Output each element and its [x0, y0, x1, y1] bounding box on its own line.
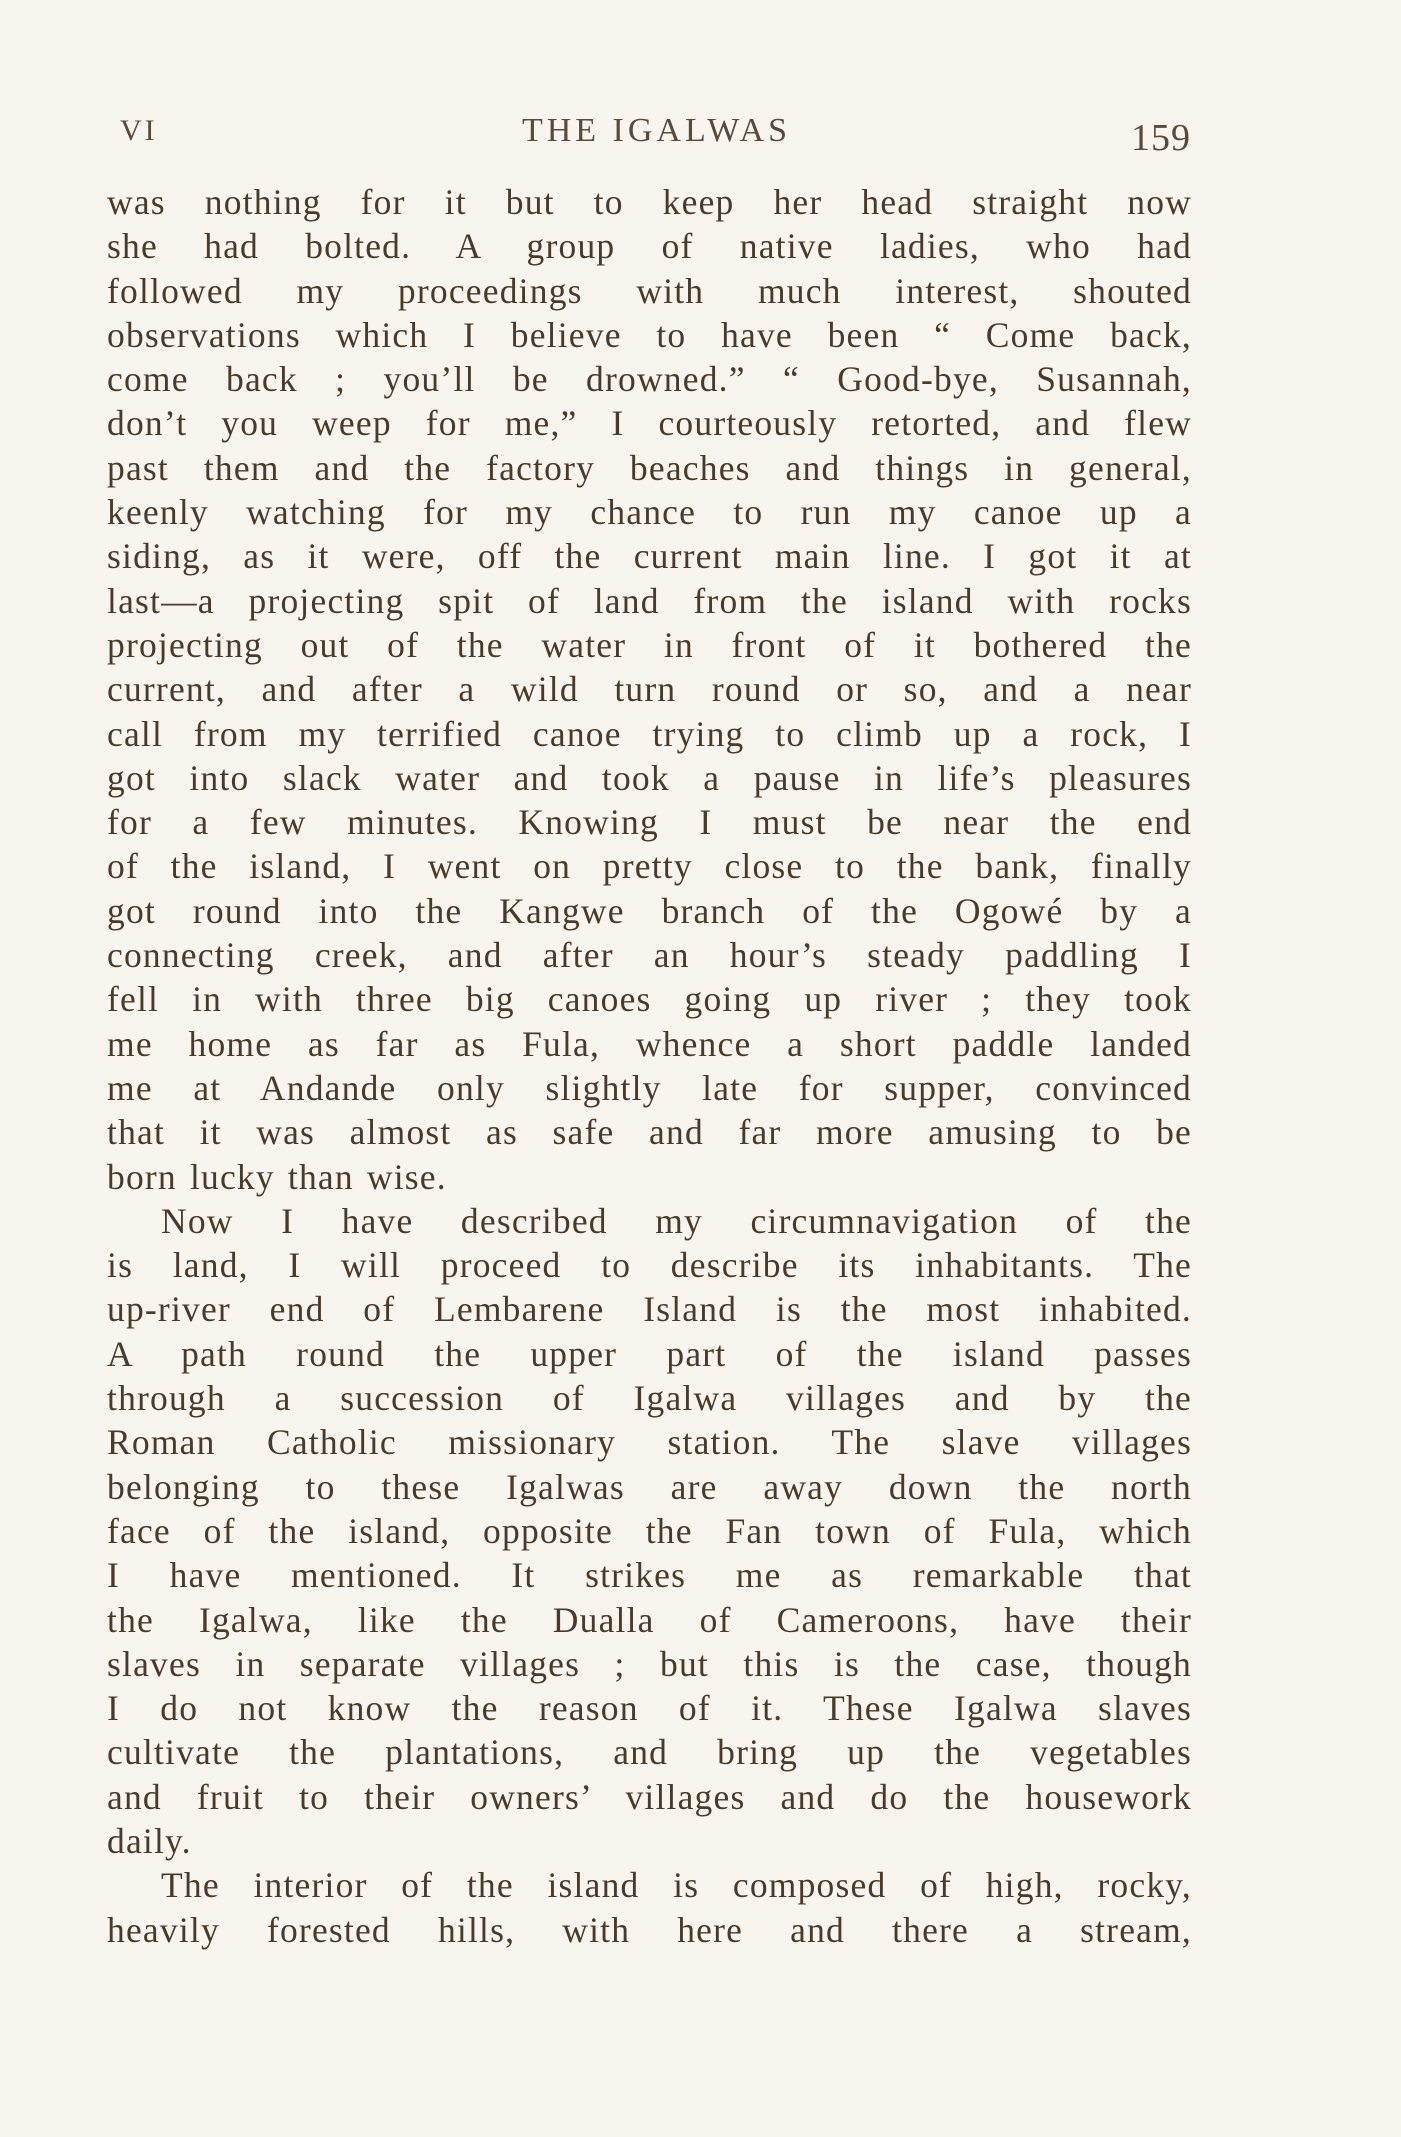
text-line: siding, as it were, off the current main line. I got it at	[107, 536, 1192, 577]
text-line: connecting creek, and after an hour’s steady paddling I	[107, 935, 1192, 976]
page-number: 159	[1131, 117, 1191, 159]
text-line: Roman Catholic missionary station. The slave villages	[107, 1422, 1192, 1463]
text-line: The interior of the island is composed of high, rocky,	[161, 1865, 1192, 1906]
text-line: me at Andande only slightly late for supper, convinced	[107, 1067, 1192, 1108]
text-line: that it was almost as safe and far more amusing to be	[107, 1112, 1192, 1153]
paragraph	[107, 1863, 1192, 1952]
text-line: belonging to these Igalwas are away down the north	[107, 1466, 1192, 1507]
chapter-number: VI	[120, 114, 158, 147]
text-line: cultivate the plantations, and bring up the vegetables	[107, 1732, 1192, 1773]
text-line: keenly watching for my chance to run my canoe up a	[107, 492, 1192, 533]
text-line: come back ; you’ll be drowned.” “ Good-bye, Susannah,	[107, 359, 1192, 400]
text-line: got into slack water and took a pause in life’s pleasures	[107, 757, 1192, 798]
text-line: fell in with three big canoes going up river ; they took	[107, 979, 1192, 1020]
body-text	[107, 180, 1192, 1952]
text-line: call from my terrified canoe trying to climb up a rock, I	[107, 713, 1192, 754]
text-line: and fruit to their owners’ villages and do the housework	[107, 1776, 1192, 1817]
chapter-title: THE IGALWAS	[521, 112, 792, 149]
text-line: observations which I believe to have been “ Come back,	[107, 314, 1192, 355]
text-line: current, and after a wild turn round or so, and a near	[107, 669, 1192, 710]
text-line: A path round the upper part of the island passes	[107, 1333, 1192, 1374]
text-line: for a few minutes. Knowing I must be near the end	[107, 802, 1192, 843]
text-line: daily.	[107, 1820, 192, 1861]
text-line: I do not know the reason of it. These Igalwa slaves	[107, 1688, 1192, 1729]
text-line: followed my proceedings with much interest, shouted	[107, 270, 1192, 311]
running-header	[114, 110, 1199, 160]
text-line: was nothing for it but to keep her head straight now	[107, 182, 1192, 222]
text-line: last—a projecting spit of land from the island with rocks	[107, 580, 1192, 621]
text-line: up-river end of Lembarene Island is the most inhabited.	[107, 1289, 1192, 1330]
text-line: the Igalwa, like the Dualla of Cameroons, have their	[107, 1599, 1192, 1640]
text-line: projecting out of the water in front of it bothered the	[107, 624, 1192, 665]
text-line: is land, I will proceed to describe its inhabitants. The	[107, 1245, 1192, 1286]
text-line: don’t you weep for me,” I courteously retorted, and flew	[107, 403, 1192, 444]
text-line: slaves in separate villages ; but this is the case, though	[107, 1643, 1192, 1684]
paragraph	[107, 1199, 1192, 1863]
text-line: Now I have described my circumnavigation of the	[161, 1200, 1192, 1241]
text-line: I have mentioned. It strikes me as remarkable that	[107, 1555, 1192, 1596]
paragraph	[107, 180, 1192, 1199]
text-line: she had bolted. A group of native ladies, who had	[107, 226, 1192, 267]
text-line: through a succession of Igalwa villages and by the	[107, 1378, 1192, 1419]
text-line: face of the island, opposite the Fan town of Fula, which	[107, 1510, 1192, 1551]
text-line: born lucky than wise.	[107, 1156, 447, 1197]
text-line: past them and the factory beaches and things in general,	[107, 447, 1192, 488]
text-line: got round into the Kangwe branch of the Ogowé by a	[107, 890, 1192, 931]
text-line: of the island, I went on pretty close to the bank, finally	[107, 846, 1192, 887]
text-line: me home as far as Fula, whence a short paddle landed	[107, 1023, 1192, 1064]
text-line: heavily forested hills, with here and there a stream,	[107, 1909, 1192, 1950]
